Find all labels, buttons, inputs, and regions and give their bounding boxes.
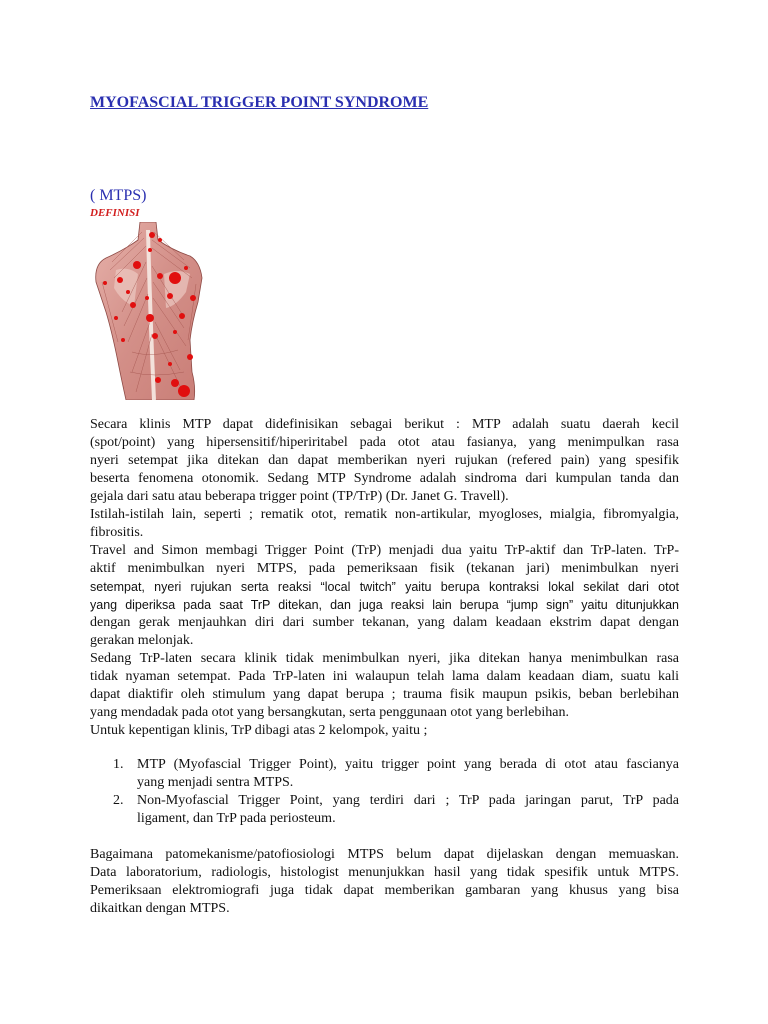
trigger-point-dot [121,338,125,342]
section-label: DEFINISI [90,207,140,219]
text-line: ligament, dan TrP pada periosteum. [137,811,336,826]
list-item-text [137,792,679,828]
list-item [90,756,679,792]
trigger-point-dot [184,266,188,270]
list-item [90,792,679,828]
trigger-point-dot [149,232,155,238]
text-line: dikaitkan dengan MTPS. [90,901,230,916]
trigger-point-dot [178,385,190,397]
text-line: Non-Myofascial Trigger Point, yang terdiri dari ; TrP pada jaringan parut, TrP pada [137,793,679,808]
trigger-point-dot [171,379,179,387]
trigger-point-dot [158,238,162,242]
page-subtitle: ( MTPS) [90,187,147,204]
text-line: Sedang TrP-laten secara klinik tidak menimbulkan nyeri, jika ditekan hanya menimbulkan rasa [90,651,679,666]
trigger-point-dot [152,333,158,339]
text-line: Untuk kepentigan klinis, TrP dibagi atas 2 kelompok, yaitu ; [90,723,428,738]
text-line: dengan gerak menjauhkan diri dari sumber tekanan, yang dalam keadaan ekstrim dapat dengan [90,615,679,630]
closing-paragraph [90,846,679,918]
text-line: gejala dari satu atau beberapa trigger point (TP/TrP) (Dr. Janet G. Travell). [90,489,509,504]
paragraph-definition [90,416,679,506]
paragraph-trp-laten [90,650,679,722]
text-line: fibrositis. [90,525,144,540]
trigger-point-dot [173,330,177,334]
list-item-text [137,756,679,792]
trigger-point-dot [169,272,181,284]
text-line: tidak nyaman setempat. Pada TrP-laten ini walaupun telah lama dalam keadaan diam, suatu kali [90,669,679,684]
trigger-point-dot [117,277,123,283]
trigger-point-dot [148,248,152,252]
paragraph-other-terms [90,506,679,542]
trigger-point-dot [103,281,107,285]
trigger-point-dot [114,316,118,320]
trigger-point-dot [168,362,172,366]
trigger-point-dot [187,354,193,360]
text-line: aktif menimbulkan nyeri MTPS, pada pemeriksaan fisik (tekanan jari) menimbulkan nyeri [90,561,679,576]
trigger-point-dot [179,313,185,319]
text-line: nyeri setempat jika ditekan dan dapat memberikan nyeri rujukan (refered pain) yang spesifik [90,453,679,468]
list-number: 2. [113,793,124,808]
trigger-point-dot [190,295,196,301]
list-number: 1. [113,757,124,772]
text-line: MTP (Myofascial Trigger Point), yaitu trigger point yang berada di otot atau fascianya [137,757,679,772]
page-title[interactable]: MYOFASCIAL TRIGGER POINT SYNDROME [90,94,429,111]
trigger-point-dot [167,293,173,299]
text-line: Istilah-istilah lain, seperti ; rematik otot, rematik non-artikular, myogloses, mialgia, fibromyalgia, [90,507,679,522]
text-line: Travel and Simon membagi Trigger Point (TrP) menjadi dua yaitu TrP-aktif dan TrP-laten. TrP- [90,543,679,558]
trigger-point-dot [133,261,141,269]
text-line: beserta fenomena otonomik. Sedang MTP Syndrome adalah sindroma dari kumpulan tanda dan [90,471,679,486]
trigger-point-dot [155,377,161,383]
text-line: Bagaimana patomekanisme/patofiosiologi MTPS belum dapat dijelaskan dengan memuaskan. [90,847,679,862]
text-line: Secara klinis MTP dapat didefinisikan sebagai berikut : MTP adalah suatu daerah kecil [90,417,679,432]
numbered-list [90,756,679,828]
paragraph-trp-types [90,542,679,650]
body-text [90,416,679,740]
text-line: Pemeriksaan elektromiografi juga tidak dapat memberikan gambaran yang khusus yang bisa [90,883,679,898]
trigger-point-dot [146,314,154,322]
trigger-point-dot [126,290,130,294]
text-line: Data laboratorium, radiologis, histologist menunjukkan hasil yang tidak spesifik untuk MTPS. [90,865,679,880]
trigger-point-dot [145,296,149,300]
text-line: setempat, nyeri rujukan serta reaksi “local twitch” yaitu berupa kontraksi lokal sekilat dari otot [90,580,679,594]
text-line: yang diperiksa pada saat TrP ditekan, dan juga reaksi lain berupa “jump sign” yaitu ditunjukkan [90,598,679,612]
text-line: yang mendadak pada otot yang bersangkutan, serta penggunaan otot yang berlebihan. [90,705,569,720]
text-line: yang menjadi sentra MTPS. [137,775,294,790]
back-muscles-trigger-points-illustration [92,222,204,400]
paragraph-groups-intro [90,722,679,740]
trigger-point-dot [130,302,136,308]
text-line: gerakan melonjak. [90,633,194,648]
text-line: (spot/point) yang hipersensitif/hiperiritabel pada otot atau fasianya, yang menimpulkan rasa [90,435,679,450]
trigger-point-dot [157,273,163,279]
text-line: dapat diaktifir oleh stimulum yang dapat berupa ; trauma fisik maupun psikis, beban berlebihan [90,687,679,702]
